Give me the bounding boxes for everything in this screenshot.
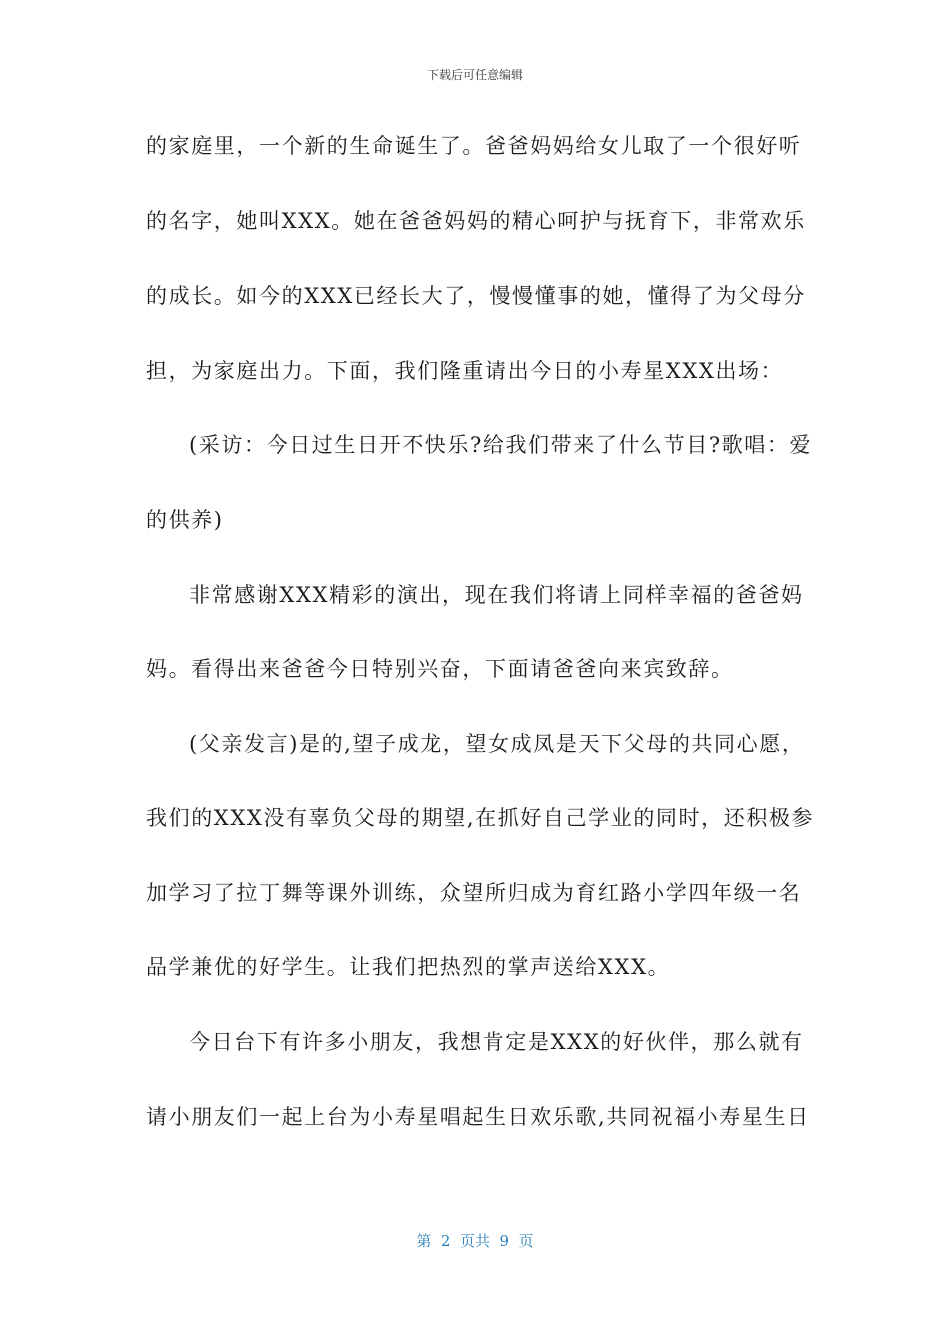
page-header-note: 下载后可任意编辑 <box>426 68 523 82</box>
page-number-footer: 第 2 页共 9 页 <box>416 1232 534 1250</box>
text-line: (父亲发言)是的,望子成龙，望女成凤是天下父母的共同心愿， <box>189 732 805 756</box>
text-line: 今日台下有许多小朋友，我想肯定是XXX的好伙伴，那么就有 <box>189 1030 804 1054</box>
text-line: 的成长。如今的XXX已经长大了，慢慢懂事的她，懂得了为父母分 <box>146 284 806 308</box>
text-line: 的名字，她叫XXX。她在爸爸妈妈的精心呵护与抚育下，非常欢乐 <box>146 209 806 233</box>
text-line: 加学习了拉丁舞等课外训练，众望所归成为育红路小学四年级一名 <box>146 881 802 905</box>
text-line: 妈。看得出来爸爸今日特别兴奋，下面请爸爸向来宾致辞。 <box>146 657 734 681</box>
text-line: 的家庭里，一个新的生命诞生了。爸爸妈妈给女儿取了一个很好听 <box>146 134 802 158</box>
text-line: 请小朋友们一起上台为小寿星唱起生日欢乐歌,共同祝福小寿星生日 <box>146 1105 810 1129</box>
text-line: 担，为家庭出力。下面，我们隆重请出今日的小寿星XXX出场： <box>146 359 784 383</box>
text-line: 非常感谢XXX精彩的演出，现在我们将请上同样幸福的爸爸妈 <box>189 583 804 607</box>
text-line: (采访：今日过生日开不快乐?给我们带来了什么节目?歌唱：爱 <box>189 433 813 457</box>
text-line: 的供养) <box>146 508 224 532</box>
text-line: 品学兼优的好学生。让我们把热烈的掌声送给XXX。 <box>146 955 671 979</box>
text-line: 我们的XXX没有辜负父母的期望,在抓好自己学业的同时，还积极参 <box>146 806 815 830</box>
